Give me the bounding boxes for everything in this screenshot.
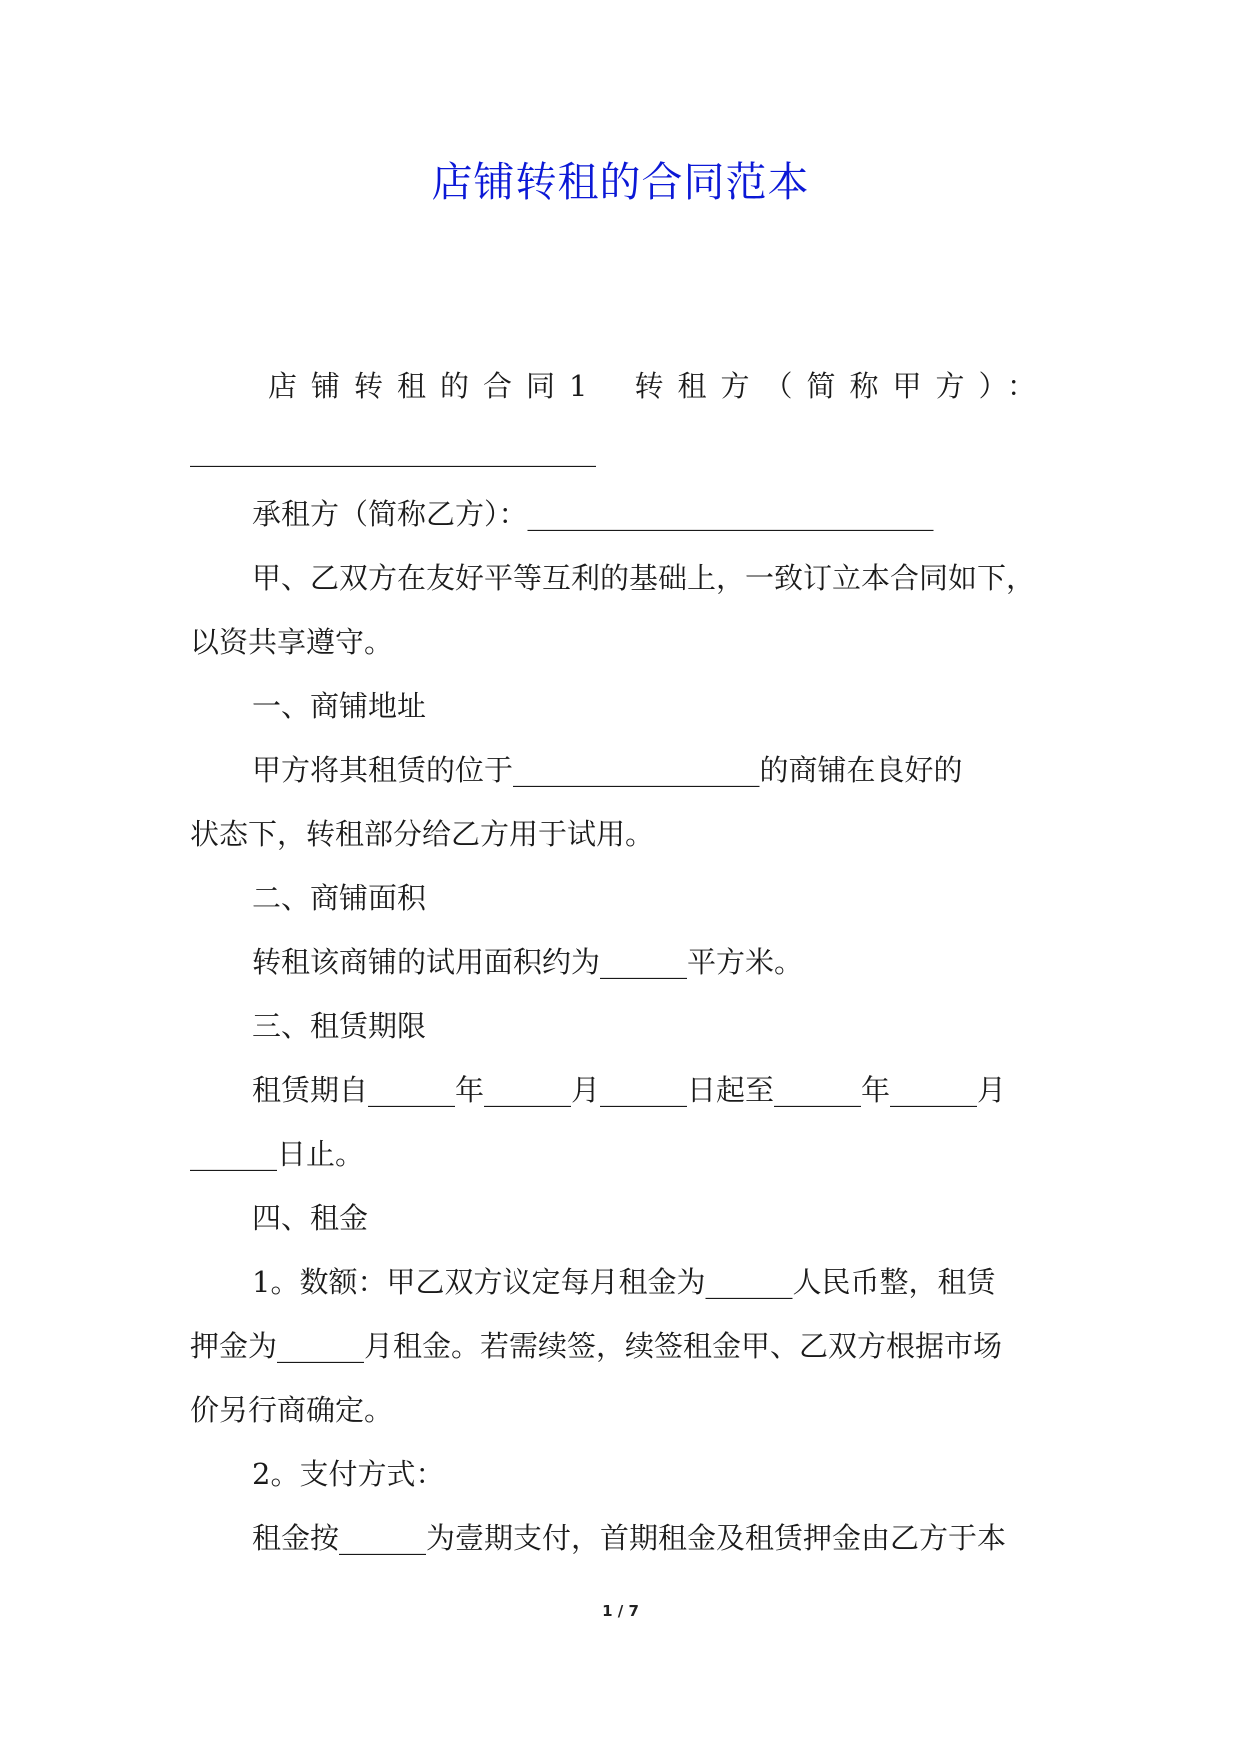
term-line-1: 租赁期自______年______月______日起至______年______月 [252,1073,1007,1107]
section-heading-address: 一、商铺地址 [252,689,427,723]
paragraph-contract-heading [190,354,1050,418]
rent-amount-line-1: 1。数额：甲乙双方议定每月租金为______人民币整，租赁 [252,1265,996,1299]
lessee-line: 承租方（简称乙方）：____________________________ [252,497,934,531]
document-title: 店铺转租的合同范本 [431,158,810,206]
section-heading-term: 三、租赁期限 [252,1009,427,1043]
section-heading-rent: 四、租金 [252,1201,369,1235]
address-line-1: 甲方将其租赁的位于_________________的商铺在良好的 [252,753,963,787]
address-line-2: 状态下，转租部分给乙方用于试用。 [190,817,655,851]
sublessor-blank: ____________________________ [190,433,596,467]
preamble-line-2: 以资共享遵守。 [190,625,394,659]
payment-method-line: 租金按______为壹期支付，首期租金及租赁押金由乙方于本 [252,1521,1007,1555]
payment-method-heading: 2。支付方式： [252,1457,445,1491]
page-number: 1 / 7 [602,1602,639,1620]
sublessor-label: 转租方（简称甲方）： [634,369,1050,403]
document-body [190,354,1050,1570]
contract-number-label: 店铺转租的合同1 [268,369,602,403]
rent-amount-line-2: 押金为______月租金。若需续签，续签租金甲、乙双方根据市场 [190,1329,1003,1363]
term-line-2: ______日止。 [190,1137,365,1171]
rent-amount-line-3: 价另行商确定。 [190,1393,394,1427]
section-heading-area: 二、商铺面积 [252,881,427,915]
preamble-line-1: 甲、乙双方在友好平等互利的基础上，一致订立本合同如下， [252,561,1036,595]
area-line: 转租该商铺的试用面积约为______平方米。 [252,945,804,979]
